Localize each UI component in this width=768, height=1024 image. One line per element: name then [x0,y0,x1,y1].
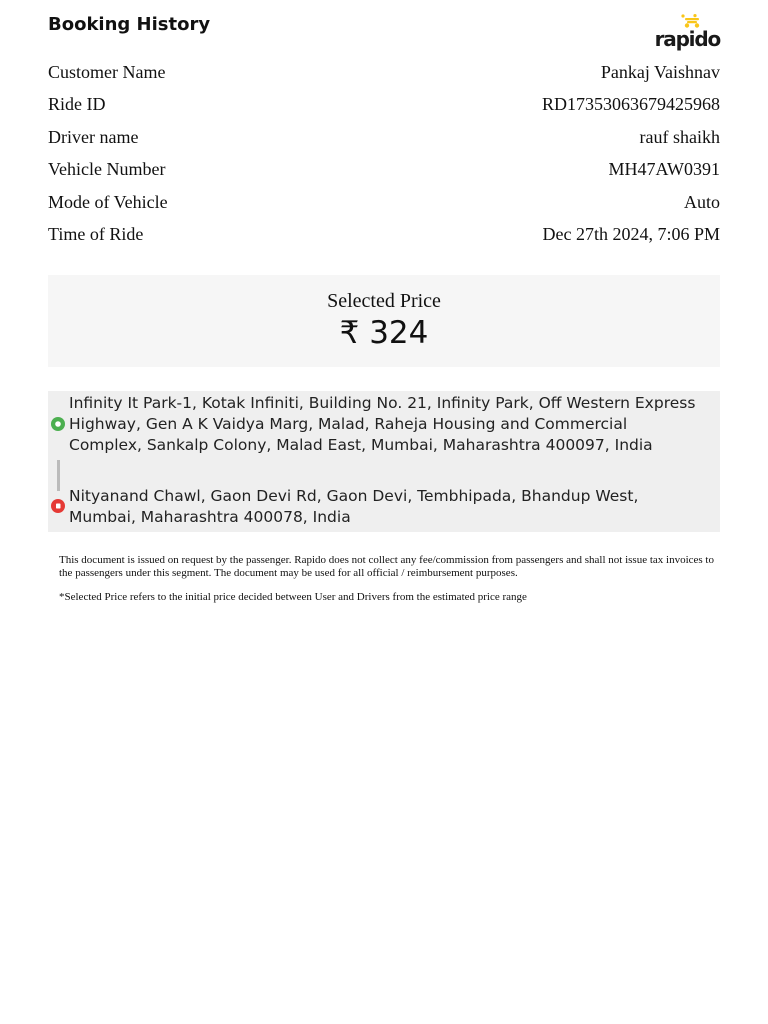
detail-label: Mode of Vehicle [48,191,168,212]
selected-price-box [48,275,720,367]
detail-label: Vehicle Number [48,159,166,180]
detail-row-ride-id [48,89,720,122]
document-notes [48,554,720,604]
page-title: Booking History [48,14,211,35]
detail-value: Dec 27th 2024, 7:06 PM [542,224,720,245]
price-footnote: *Selected Price refers to the initial price decided between User and Drivers from the estimated price range [59,591,527,603]
route-connector-line [57,460,60,491]
detail-value: Pankaj Vaishnav [600,61,720,82]
detail-label: Ride ID [48,94,106,115]
disclaimer-text: This document is issued on request by the passenger. Rapido does not collect any fee/commission from passengers and shall not issue tax invoices to the passengers under this segment. The document may be used for all official / reimbursement purposes. [59,554,714,579]
detail-row-mode-of-vehicle [48,186,720,219]
pickup-pin-icon [51,417,65,431]
rapido-bike-icon [680,14,704,28]
document-header [48,0,720,56]
pickup-address: Infinity It Park-1, Kotak Infiniti, Building No. 21, Infinity Park, Off Western Express Highway, Gen A K Vaidya Marg, Malad, Raheja Housing and Commercial Complex, Sankalp Colony, Malad East, Mumbai, Maharashtra 400097, India [69,394,696,454]
route-box [48,391,720,532]
detail-value: rauf shaikh [639,126,720,147]
detail-row-time-of-ride [48,219,720,252]
logo-wordmark: rapido [654,27,720,51]
detail-row-driver-name [48,121,720,154]
detail-row-customer-name [48,56,720,89]
drop-pin-icon [51,499,65,513]
detail-value: Auto [684,191,720,212]
detail-label: Driver name [48,126,139,147]
drop-address: Nityanand Chawl, Gaon Devi Rd, Gaon Devi, Tembhipada, Bhandup West, Mumbai, Maharashtra 400078, India [69,487,639,526]
detail-label: Time of Ride [48,224,144,245]
detail-value: MH47AW0391 [608,159,720,180]
detail-label: Customer Name [48,61,166,82]
price-label: Selected Price [327,290,441,312]
booking-history-document [48,0,720,616]
rapido-logo [656,14,720,54]
price-value: ₹ 324 [339,315,429,351]
detail-row-vehicle-number [48,154,720,187]
detail-value: RD17353063679425968 [541,94,720,115]
ride-details [48,56,720,251]
